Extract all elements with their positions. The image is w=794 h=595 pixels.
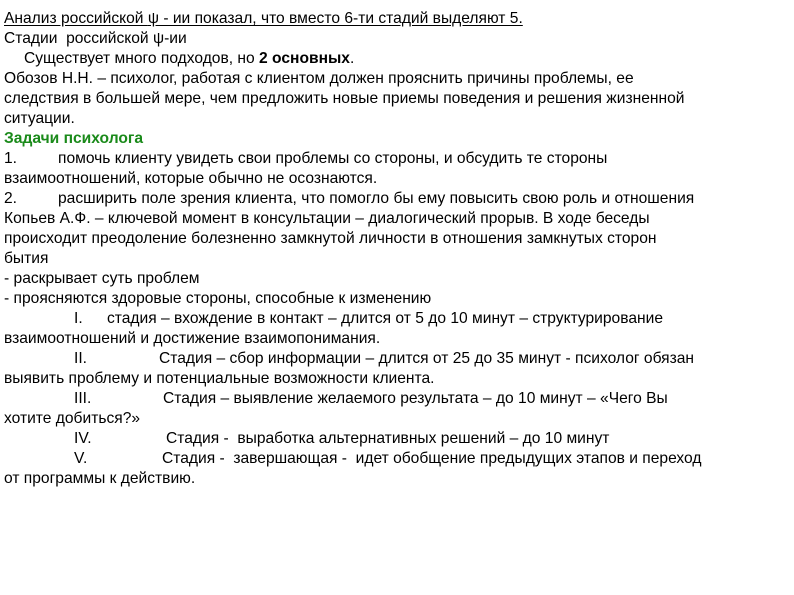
task-2-line (4, 189, 790, 209)
task-2-text: расширить поле зрения клиента, что помогло бы ему повысить свою роль и отношения (58, 190, 695, 207)
stage-4-number: IV. (74, 430, 92, 447)
task-2-number: 2. (4, 190, 18, 207)
stage-1-number: I. (74, 310, 83, 327)
approaches-text: Существует много подходов, но (24, 50, 260, 67)
obozov-line-2: следствия в большей мере, чем предложить новые приемы поведения и решения жизненной (4, 90, 685, 107)
bullet-healthy-sides: - проясняются здоровые стороны, способные к изменению (4, 290, 432, 307)
heading-analysis-part1: Анализ российской (4, 10, 148, 27)
stage-5-text: Стадия - завершающая - идет обобщение предыдущих этапов и переход (162, 450, 702, 467)
tasks-heading: Задачи психолога (4, 130, 144, 147)
stage-5-line (4, 449, 790, 469)
approaches-bold: 2 основных (259, 50, 350, 67)
psi-symbol: ψ (147, 10, 159, 27)
stage-2-text: Стадия – сбор информации – длится от 25 до 35 минут - психолог обязан (159, 350, 695, 367)
task-1-line (4, 149, 790, 169)
stage-1-line (4, 309, 790, 329)
approaches-end: . (349, 50, 355, 67)
stage-2-line (4, 349, 790, 369)
stages-title: Стадии российской ψ-ии (4, 30, 187, 47)
kopyev-line-1: Копьев А.Ф. – ключевой момент в консультации – диалогический прорыв. В ходе беседы (4, 210, 650, 227)
obozov-line-1: Обозов Н.Н. – психолог, работая с клиентом должен прояснить причины проблемы, ее (4, 70, 634, 87)
task-1-text: помочь клиенту увидеть свои проблемы со стороны, и обсудить те стороны (58, 150, 608, 167)
bullet-problems: - раскрывает суть проблем (4, 270, 200, 287)
stage-1-text: стадия – вхождение в контакт – длится от 5 до 10 минут – структурирование (107, 310, 664, 327)
heading-analysis (4, 9, 790, 29)
stage-4-line (4, 429, 790, 449)
stage-3-line (4, 389, 790, 409)
task-1-continued: взаимоотношений, которые обычно не осознаются. (4, 170, 378, 187)
stage-5-number: V. (74, 450, 88, 467)
document-body (4, 9, 790, 489)
stage-2-number: II. (74, 350, 87, 367)
stage-4-text: Стадия - выработка альтернативных решений – до 10 минут (166, 430, 610, 447)
task-1-number: 1. (4, 150, 18, 167)
stage-3-text: Стадия – выявление желаемого результата – до 10 минут – «Чего Вы (163, 390, 668, 407)
stage-2-continued: выявить проблему и потенциальные возможности клиента. (4, 370, 435, 387)
stage-3-continued: хотите добиться?» (4, 410, 141, 427)
kopyev-line-3: бытия (4, 250, 49, 267)
stage-5-continued: от программы к действию. (4, 470, 196, 487)
stage-1-continued: взаимоотношений и достижение взаимопонимания. (4, 330, 381, 347)
stage-3-number: III. (74, 390, 92, 407)
approaches-line (4, 49, 790, 69)
kopyev-line-2: происходит преодоление болезненно замкнутой личности в отношения замкнутых сторон (4, 230, 657, 247)
heading-analysis-part2: - ии показал, что вместо 6-ти стадий выделяют 5. (158, 10, 523, 27)
obozov-line-3: ситуации. (4, 110, 75, 127)
